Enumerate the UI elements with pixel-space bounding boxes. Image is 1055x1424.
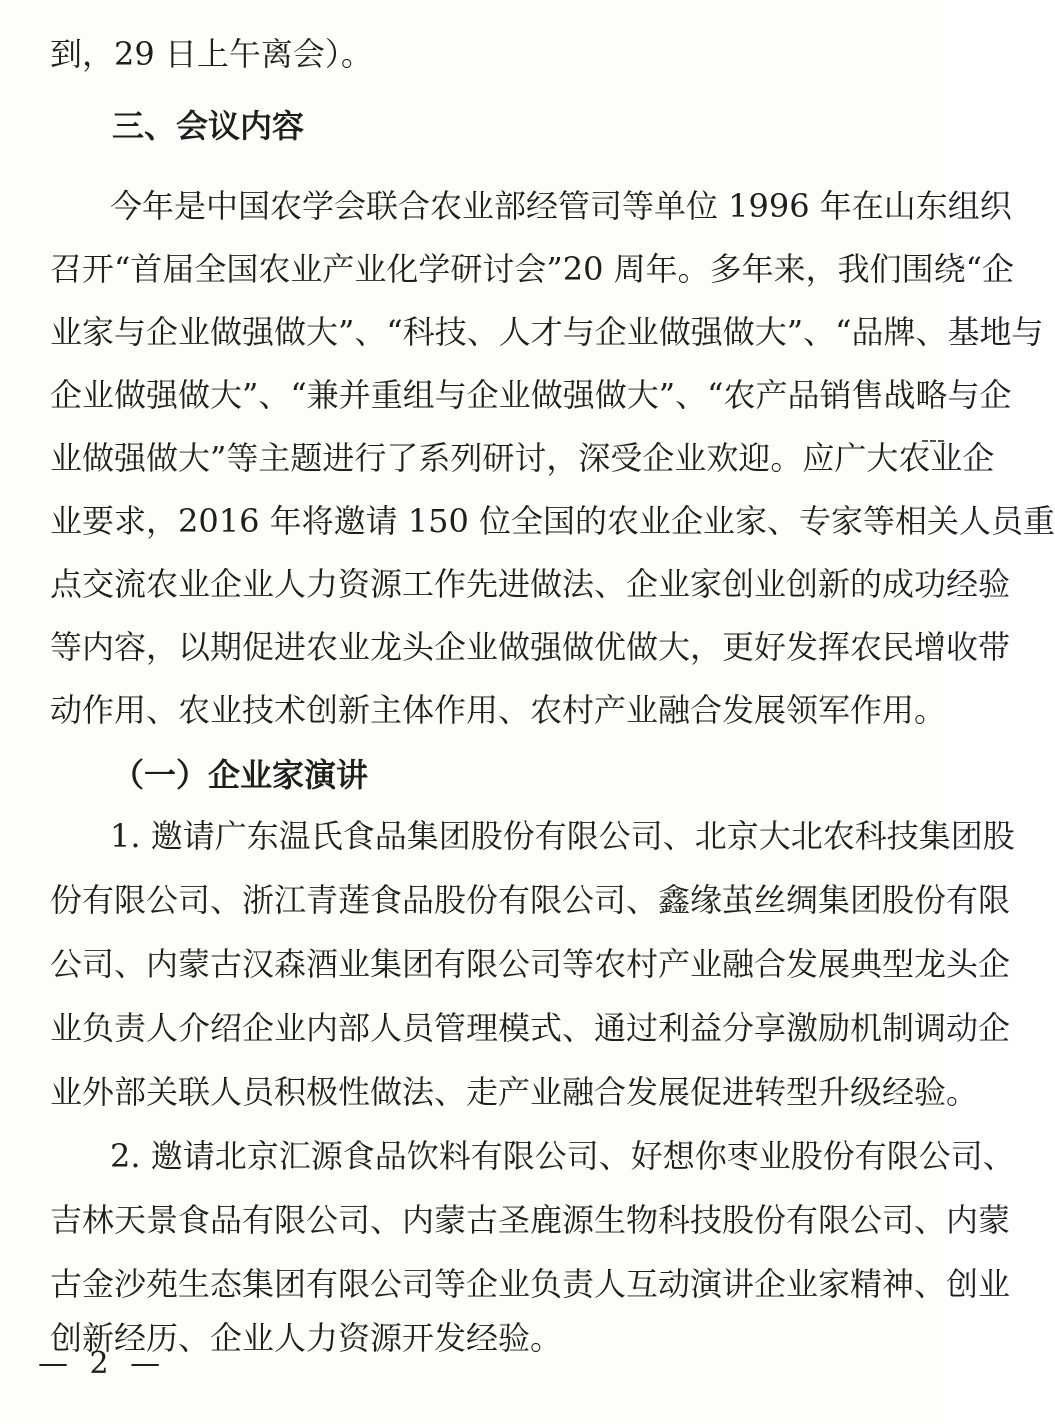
paragraph-line: 等内容，以期促进农业龙头企业做强做优做大，更好发挥农民增收带 [50,628,1011,666]
subheading: （一）企业家演讲 [112,756,369,794]
paragraph-line: 今年是中国农学会联合农业部经管司等单位 1996 年在山东组织 [110,187,1012,225]
paragraph-line: 古金沙苑生态集团有限公司等企业负责人互动演讲企业家精神、创业 [50,1265,1011,1303]
page-number: — 2 — [38,1346,167,1381]
paragraph-line: 公司、内蒙古汉森酒业集团有限公司等农村产业融合发展典型龙头企 [50,945,1011,983]
paragraph-line: 业外部关联人员积极性做法、走产业融合发展促进转型升级经验。 [50,1073,979,1111]
paragraph-line: 业负责人介绍企业内部人员管理模式、通过利益分享激励机制调动企 [50,1009,1011,1047]
continued-line: 到，29 日上午离会）。 [50,35,373,73]
paragraph-line: 业做强做大”等主题进行了系列研讨，深受企业欢迎。应广大农业企 [50,439,995,477]
paragraph-line: 份有限公司、浙江青莲食品股份有限公司、鑫缘茧丝绸集团股份有限 [50,881,1011,919]
paragraph-line: 业要求，2016 年将邀请 150 位全国的农业企业家、专家等相关人员重 [50,502,1055,540]
paragraph-line: 吉林天景食品有限公司、内蒙古圣鹿源生物科技股份有限公司、内蒙 [50,1201,1011,1239]
paragraph-line: 创新经历、企业人力资源开发经验。 [50,1319,563,1357]
paragraph-line: 企业做强做大”、“兼并重组与企业做强做大”、“农产品销售战略与企 [50,376,1012,414]
paragraph-line: 召开“首届全国农业产业化学研讨会”20 周年。多年来，我们围绕“企 [50,250,1014,288]
paragraph-line: 1. 邀请广东温氏食品集团股份有限公司、北京大北农科技集团股 [110,817,1015,855]
paragraph-line: 动作用、农业技术创新主体作用、农村产业融合发展领军作用。 [50,691,947,729]
section-heading: 三、会议内容 [112,107,305,145]
paragraph-line: 业家与企业做强做大”、“科技、人才与企业做强做大”、“品牌、基地与 [50,313,1044,351]
paragraph-line: 点交流农业企业人力资源工作先进做法、企业家创业创新的成功经验 [50,565,1011,603]
paragraph-line: 2. 邀请北京汇源食品饮料有限公司、好想你枣业股份有限公司、 [110,1137,1015,1175]
